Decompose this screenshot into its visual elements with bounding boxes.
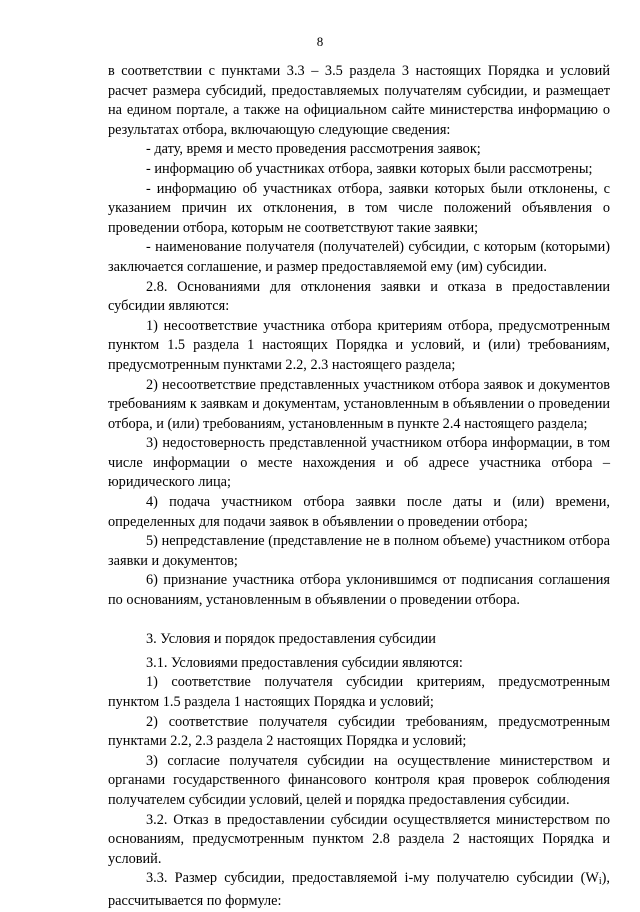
document-body	[108, 62, 610, 912]
paragraph: в соответствии с пунктами 3.3 – 3.5 раздела 3 настоящих Порядка и условий расчет размера субсидий, предоставляемых получателям субсидии, и размещает на едином портале, а также на официальном сайте министерства информацию о результатах отбора, включающую следующие сведения:	[108, 63, 610, 138]
list-item: - наименование получателя (получателей) субсидии, с которым (которыми) заключается соглашение, и размер предоставляемой ему (им) субсидии.	[108, 239, 610, 275]
list-item: 1) несоответствие участника отбора критериям отбора, предусмотренным пунктом 1.5 раздела 1 настоящих Порядка и условий, и (или) требованиям, предусмотренным пунктами 2.2, 2.3 настоящего раздела;	[108, 317, 610, 373]
list-item: 1) соответствие получателя субсидии критериям, предусмотренным пунктом 1.5 раздела 1 настоящих Порядка и условий;	[108, 674, 610, 710]
list-item: 2) несоответствие представленных участником отбора заявок и документов требованиям к заявкам и документам, установленным в объявлении о проведении отбора, и (или) требованиям, установленным в пункте 2.4 настоящего раздела;	[108, 376, 610, 432]
page-number: 8	[316, 34, 324, 49]
formula-subscript: i	[598, 876, 602, 888]
list-item: 5) непредставление (представление не в полном объеме) участником отбора заявки и документов;	[108, 533, 610, 569]
paragraph: 3.2. Отказ в предоставлении субсидии осуществляется министерством по основаниям, предусмотренным пунктом 2.8 раздела 2 настоящих Порядка и условий.	[108, 811, 610, 867]
list-item: 3) недостоверность представленной участником отбора информации, в том числе информации о месте нахождения и об адресе участника отбора – юридического лица;	[108, 435, 610, 491]
paragraph: 2.8. Основаниями для отклонения заявки и отказа в предоставлении субсидии являются:	[108, 278, 610, 315]
list-item: 2) соответствие получателя субсидии требованиям, предусмотренным пунктами 2.2, 2.3 раздела 2 настоящих Порядка и условий;	[108, 713, 610, 750]
list-item: - информацию об участниках отбора, заявки которых были рассмотрены;	[146, 160, 593, 177]
list-item: 6) признание участника отбора уклонившимся от подписания соглашения по основаниям, установленным в объявлении о проведении отбора.	[108, 572, 610, 609]
list-item: 4) подача участником отбора заявки после даты и (или) времени, определенных для подачи заявок в объявлении о проведении отбора;	[108, 494, 610, 530]
list-item: 3) согласие получателя субсидии на осуществление министерством и органами государственного финансового контроля края проверок соблюдения получателем субсидии условий, целей и порядка предоставления субсидии.	[108, 752, 610, 808]
section-heading: 3. Условия и порядок предоставления субсидии	[146, 631, 436, 648]
list-item: - информацию об участниках отбора, заявки которых были отклонены, с указанием причин их отклонения, в том числе положений объявления о проведении отбора, которым не соответствуют такие заявки;	[108, 180, 610, 236]
list-item: - дату, время и место проведения рассмотрения заявок;	[146, 141, 481, 158]
paragraph: 3.1. Условиями предоставления субсидии являются:	[146, 654, 463, 671]
formula-intro-after: ), рассчитывается по формуле:	[108, 870, 610, 909]
formula-intro-before: 3.3. Размер субсидии, предоставляемой i-му получателю субсидии (W	[146, 870, 599, 887]
formula-intro	[108, 869, 610, 911]
